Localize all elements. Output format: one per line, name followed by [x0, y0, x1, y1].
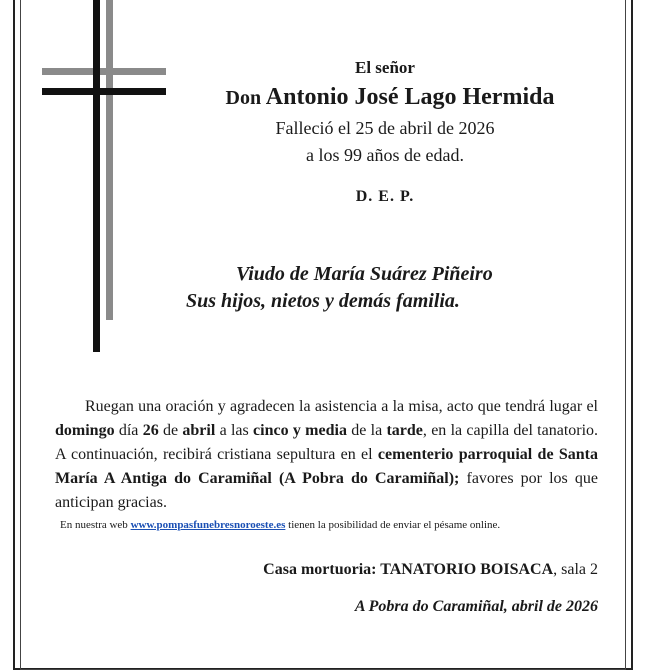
web-note: En nuestra web www.pompasfunebresnoroeste.es tienen la posibilidad de enviar el pésame online. — [60, 519, 501, 531]
cemetery-name: cementerio parroquial de Santa María A Antiga do Caramiñal (A Pobra do Caramiñal); — [55, 446, 598, 487]
afternoon: tarde — [386, 422, 423, 439]
widow-line: Viudo de María Suárez Piñeiro — [236, 263, 493, 285]
cross-vertical-black — [93, 0, 100, 352]
hour: cinco — [253, 422, 289, 439]
age-text: a los 99 años de edad. — [306, 145, 464, 165]
month: abril — [182, 422, 216, 439]
place-date: A Pobra do Caramiñal, abril de 2026 — [354, 598, 598, 615]
funeral-home-venue: TANATORIO BOISACA — [380, 561, 554, 578]
website-link[interactable]: www.pompasfunebresnoroeste.es — [130, 519, 286, 531]
ceremony-paragraph: Ruegan una oración y agradecen la asistencia a la misa, acto que tendrá lugar el domingo día 26 de abril a las cinco y media de la tarde, en la capilla del tanatorio. A continuación, recibirá cristiana sepultura en el cementerio parroquial de Santa María A Antiga do Caramiñal (A Pobra do Caramiñal); favores por los que anticipan gracias. — [55, 398, 599, 511]
day-number: 26 — [142, 422, 159, 439]
family-line: Sus hijos, nietos y demás familia. — [186, 290, 460, 312]
death-date: Falleció el 25 de abril de 2026 — [275, 118, 495, 138]
intro-text: El señor — [355, 58, 415, 77]
deceased-full-name: Antonio José Lago Hermida — [265, 84, 555, 110]
name-prefix: Don — [225, 87, 262, 109]
rip-text: D. E. P. — [355, 188, 415, 205]
deceased-name — [170, 84, 610, 111]
day-name: domingo — [55, 422, 115, 439]
cross-vertical-grey — [106, 0, 113, 320]
cross-horizontal-grey — [42, 68, 166, 75]
cross-horizontal-black — [42, 88, 166, 95]
funeral-home: Casa mortuoria: TANATORIO BOISACA, sala 2 — [263, 561, 598, 578]
